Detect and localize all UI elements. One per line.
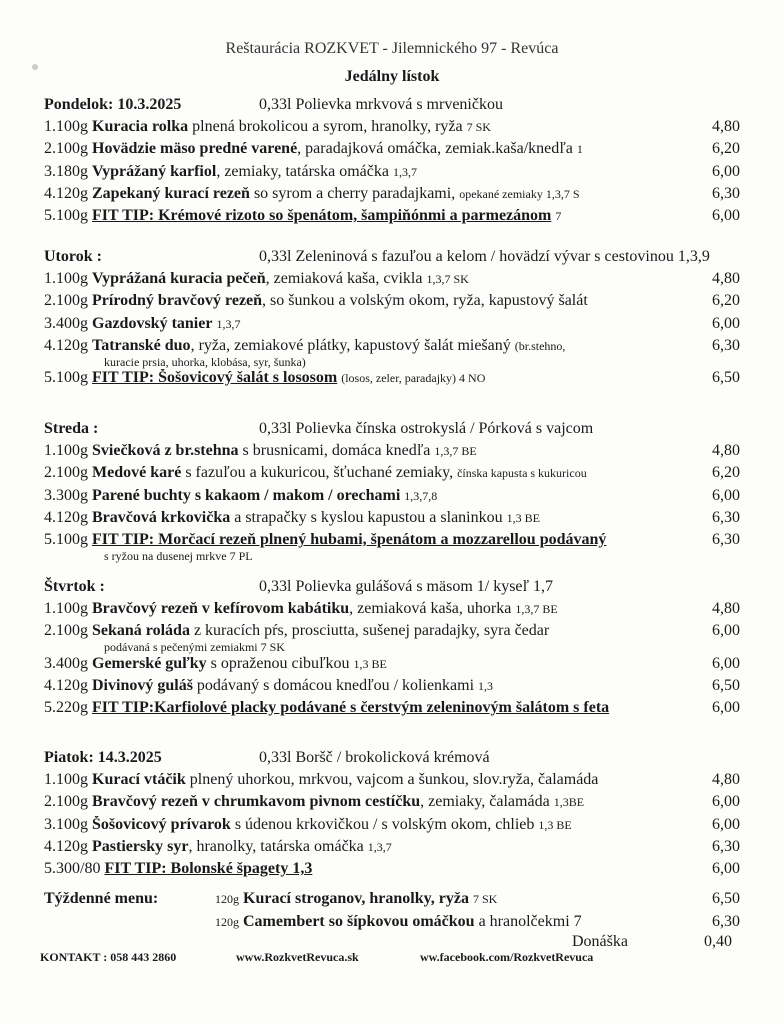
item-number: 4. — [44, 508, 56, 526]
menu-item-text — [44, 816, 700, 834]
allergens: 1,3,7 — [392, 164, 417, 179]
item-weight: 100g — [56, 369, 88, 387]
item-weight: 100g — [56, 442, 88, 459]
allergens: 1,3,7 — [367, 839, 392, 854]
dish-description: s fazuľou a kukuricou, šťuchané zemiaky, — [181, 464, 458, 482]
weekly-item-weight: 120g — [215, 892, 239, 906]
menu-item-text — [44, 185, 700, 203]
dish-description: , paradajková omáčka, zemiak.kaša/knedľa — [297, 140, 577, 158]
menu-item — [44, 118, 740, 140]
item-number: 2. — [44, 622, 56, 640]
menu-item — [44, 163, 740, 185]
item-number: 1. — [44, 270, 56, 287]
item-price: 6,00 — [712, 699, 740, 717]
item-price: 6,00 — [712, 314, 740, 332]
item-weight: 180g — [56, 162, 88, 180]
menu-item-subtext: podávaná s pečenými zemiakmi 7 SK — [104, 640, 285, 655]
menu-item — [44, 600, 740, 622]
menu-item-text — [44, 487, 700, 505]
menu-item-text — [44, 531, 700, 549]
day-name: Piatok: 14.3.2025 — [44, 749, 162, 766]
item-weight: 300g — [56, 486, 88, 504]
dish-name: Bravčový rezeň v chrumkavom pivnom cestíčku — [92, 793, 421, 811]
menu-item-text — [44, 509, 700, 527]
allergens: čínska kapusta s kukuricou — [457, 466, 587, 481]
dish-name: Kurací vtáčik — [92, 771, 186, 788]
menu-item-text — [44, 315, 700, 333]
day-header — [44, 96, 754, 114]
menu-item — [44, 771, 740, 793]
item-price: 6,00 — [712, 815, 740, 833]
dish-description: , zemiaková kaša, uhorka — [349, 600, 516, 617]
item-weight: 100g — [56, 771, 88, 788]
menu-item-text — [44, 207, 700, 225]
allergens: 1,3 — [478, 678, 494, 693]
website-link[interactable]: www.RozkvetRevuca.sk — [236, 950, 359, 964]
weekly-item-name: Camembert so šípkovou omáčkou — [243, 913, 475, 930]
menu-item-text — [44, 677, 700, 695]
item-number: 1. — [44, 771, 56, 788]
dish-description: , zemiaky, čalamáda — [420, 793, 554, 811]
item-price: 4,80 — [712, 270, 740, 287]
day-name: Štvrtok : — [44, 578, 105, 595]
dish-name: Bravčový rezeň v kefírovom kabátiku — [92, 600, 350, 617]
menu-item — [44, 655, 740, 677]
delivery-label: Donáška — [572, 933, 628, 950]
menu-item-text — [44, 793, 700, 811]
allergens: 1,3,7,8 — [404, 488, 438, 503]
item-price: 6,00 — [712, 793, 740, 811]
allergens: 1,3,7 BE — [434, 444, 477, 458]
menu-item-subtext: kuracie prsia, uhorka, klobása, syr, šunka) — [104, 354, 306, 369]
item-number: 2. — [44, 140, 56, 158]
weekly-item-name: Kurací stroganov, hranolky, ryža — [243, 890, 469, 907]
item-price: 4,80 — [712, 118, 740, 135]
item-number: 2. — [44, 464, 56, 482]
weekly-menu-label: Týždenné menu: — [44, 890, 159, 907]
menu-item-text — [44, 270, 700, 288]
allergens: 7 — [555, 209, 562, 224]
weekly-item-price: 6,50 — [712, 890, 740, 907]
item-weight: 100g — [56, 464, 88, 482]
menu-item — [44, 860, 740, 882]
dish-name: Bravčová krkovička — [92, 508, 231, 526]
day-header — [44, 749, 754, 767]
dish-description: a strapačky s kyslou kapustou a slaninkou — [230, 508, 507, 526]
dish-name: Zapekaný kurací rezeň — [92, 184, 250, 202]
menu-item-text — [44, 699, 700, 717]
menu-item-text — [44, 655, 700, 673]
item-weight: 120g — [56, 184, 88, 202]
day-soup: 0,33l Zeleninová s fazuľou a kelom / hovädzí vývar s cestovinou 1,3,9 — [259, 248, 710, 265]
item-price: 6,50 — [712, 369, 740, 387]
dish-name: Prírodný bravčový rezeň — [92, 292, 263, 310]
dish-description: , zemiaky, tatárska omáčka — [216, 162, 393, 180]
menu-item-text — [44, 622, 700, 640]
item-weight: 100g — [56, 793, 88, 811]
item-weight: 100g — [56, 531, 88, 549]
item-price: 6,30 — [712, 837, 740, 855]
dish-name: Pastiersky syr — [92, 837, 189, 855]
item-price: 4,80 — [712, 771, 740, 788]
dish-description: , so šunkou a volským okom, ryža, kapustový šalát — [262, 292, 588, 310]
item-weight: 120g — [56, 336, 88, 354]
item-number: 5. — [44, 369, 56, 387]
dish-description: podávaný s domácou knedľou / kolienkami — [192, 676, 479, 694]
item-price: 6,30 — [712, 531, 740, 549]
menu-item — [44, 315, 740, 337]
dish-description: , ryža, zemiakové plátky, kapustový šalát miešaný — [190, 336, 515, 354]
menu-item — [44, 369, 740, 391]
dish-name: Vyprážaná kuracia pečeň — [92, 270, 266, 287]
menu-item — [44, 793, 740, 815]
item-number: 5. — [44, 531, 56, 549]
item-weight: 400g — [56, 314, 88, 332]
restaurant-header: Reštaurácia ROZKVET - Jilemnického 97 - Revúca — [225, 40, 559, 57]
day-soup: 0,33l Polievka čínska ostrokyslá / Pórková s vajcom — [259, 420, 594, 437]
menu-item-text — [44, 369, 700, 387]
allergens: opekané zemiaky 1,3,7 S — [459, 186, 580, 201]
item-weight: 120g — [56, 837, 88, 855]
day-soup: 0,33l Polievka mrkvová s mrveničkou — [259, 96, 503, 113]
item-price: 6,30 — [712, 336, 740, 354]
menu-item-text — [44, 838, 700, 856]
menu-item — [44, 677, 740, 699]
menu-item — [44, 185, 740, 207]
item-price: 6,30 — [712, 508, 740, 526]
dish-description: s opraženou cibuľkou — [206, 654, 354, 672]
dish-description: so syrom a cherry paradajkami, — [249, 184, 460, 202]
day-name: Utorok : — [44, 248, 102, 265]
menu-item-text — [44, 442, 700, 460]
menu-item-subtext: s ryžou na dusenej mrkve 7 PL — [104, 549, 253, 564]
allergens: 7 SK — [466, 120, 491, 134]
menu-item-text — [44, 163, 700, 181]
menu-item-text — [44, 337, 700, 355]
delivery-price: 0,40 — [704, 933, 732, 950]
weekly-item-desc: a hranolčekmi 7 — [474, 913, 582, 930]
menu-item — [44, 292, 740, 314]
item-weight: 100g — [56, 270, 88, 287]
dish-name: Vyprážaný karfiol — [92, 162, 217, 180]
menu-item-text — [44, 118, 700, 136]
item-price: 6,20 — [712, 292, 740, 310]
allergens: 1,3 BE — [353, 656, 387, 671]
menu-item — [44, 509, 740, 531]
item-price: 6,00 — [712, 654, 740, 672]
item-weight: 100g — [56, 622, 88, 640]
item-number: 4. — [44, 336, 56, 354]
dish-description: s údenou krkovičkou / s volským okom, chlieb — [230, 815, 539, 833]
fit-tip-dish: FIT TIP: Morčací rezeň plnený hubami, špenátom a mozzarellou podávaný — [92, 531, 607, 549]
allergens: 1,3BE — [553, 795, 585, 810]
day-header — [44, 248, 754, 266]
facebook-link[interactable]: ww.facebook.com/RozkvetRevuca — [420, 950, 594, 964]
item-price: 6,20 — [712, 140, 740, 158]
dish-description: , zemiaková kaša, cvikla — [265, 270, 427, 287]
day-header — [44, 578, 754, 596]
item-weight: 100g — [56, 292, 88, 310]
dish-name: Šošovicový prívarok — [92, 815, 231, 833]
item-weight: 120g — [56, 508, 88, 526]
item-weight: 100g — [56, 118, 88, 135]
item-number: 4. — [44, 676, 56, 694]
menu-item-text — [44, 771, 700, 789]
fit-tip-dish: FIT TIP: Bolonské špagety 1,3 — [104, 860, 313, 878]
item-weight: 220g — [56, 699, 88, 717]
day-name: Pondelok: 10.3.2025 — [44, 96, 182, 113]
weekly-item-allergens: 7 SK — [472, 892, 498, 906]
dish-description: plnená brokolicou a syrom, hranolky, ryža — [188, 118, 467, 135]
dish-description: s brusnicami, domáca knedľa — [238, 442, 435, 459]
item-number: 3. — [44, 654, 56, 672]
dish-name: Gemerské guľky — [92, 654, 207, 672]
item-price: 6,00 — [712, 860, 740, 878]
fit-tip-dish: FIT TIP: Krémové rizoto so špenátom, šampiňónmi a parmezánom — [92, 207, 552, 225]
item-number: 1. — [44, 442, 56, 459]
item-number: 4. — [44, 184, 56, 202]
allergens: 1,3,7 — [216, 316, 241, 331]
item-number: 5. — [44, 207, 56, 225]
dish-name: Parené buchty s kakaom / makom / orechami — [92, 486, 401, 504]
item-number: 3. — [44, 314, 56, 332]
menu-item-text — [44, 600, 700, 618]
dish-name: Gazdovský tanier — [92, 314, 213, 332]
item-price: 4,80 — [712, 442, 740, 459]
item-number: 5. — [44, 860, 56, 878]
menu-item-text — [44, 292, 700, 310]
menu-item-text — [44, 140, 700, 158]
dish-description: plnený uhorkou, mrkvou, vajcom a šunkou, slov.ryža, čalamáda — [185, 771, 599, 788]
menu-item-text — [44, 860, 700, 878]
menu-item — [44, 140, 740, 162]
item-number: 3. — [44, 162, 56, 180]
dish-description: z kuracích pŕs, prosciutta, sušenej paradajky, syra čedar — [189, 622, 550, 640]
allergens: (losos, zeler, paradajky) 4 NO — [341, 371, 486, 386]
item-number: 1. — [44, 600, 56, 617]
menu-item — [44, 816, 740, 838]
item-weight: 100g — [56, 207, 88, 225]
item-price: 6,00 — [712, 486, 740, 504]
item-weight: 100g — [56, 815, 88, 833]
item-price: 6,00 — [712, 622, 740, 640]
item-price: 6,00 — [712, 207, 740, 225]
dish-name: Sekaná roláda — [92, 622, 190, 640]
day-soup: 0,33l Polievka gulášová s mäsom 1/ kyseľ 1,7 — [259, 578, 554, 595]
item-price: 6,00 — [712, 162, 740, 180]
dish-name: Divinový guláš — [92, 676, 193, 694]
menu-item — [44, 270, 740, 292]
item-price: 6,50 — [712, 676, 740, 694]
dish-name: Hovädzie mäso predné varené — [92, 140, 298, 158]
item-number: 4. — [44, 837, 56, 855]
item-number: 3. — [44, 486, 56, 504]
contact-phone: KONTAKT : 058 443 2860 — [40, 950, 177, 964]
weekly-item-1 — [215, 890, 740, 908]
allergens: 1,3 BE — [538, 817, 572, 832]
menu-item-text — [44, 464, 700, 482]
menu-item — [44, 838, 740, 860]
weekly-item-price: 6,30 — [712, 913, 740, 930]
menu-item — [44, 487, 740, 509]
dish-name: Medové karé — [92, 464, 182, 482]
item-price: 4,80 — [712, 600, 740, 617]
item-number: 1. — [44, 118, 56, 135]
menu-item — [44, 464, 740, 486]
item-price: 6,30 — [712, 184, 740, 202]
dish-name: Tatranské duo — [92, 336, 191, 354]
menu-item — [44, 699, 740, 721]
dish-name: Sviečková z br.stehna — [92, 442, 239, 459]
item-price: 6,20 — [712, 464, 740, 482]
day-name: Streda : — [44, 420, 99, 437]
fit-tip-dish: FIT TIP:Karfiolové placky podávané s čerstvým zeleninovým šalátom s feta — [92, 699, 610, 717]
item-number: 2. — [44, 292, 56, 310]
dish-description: , hranolky, tatárska omáčka — [188, 837, 368, 855]
allergens: 1,3 BE — [506, 510, 540, 525]
item-number: 5. — [44, 699, 56, 717]
allergens: 1,3,7 BE — [515, 602, 558, 616]
item-number: 2. — [44, 793, 56, 811]
fit-tip-dish: FIT TIP: Šošovicový šalát s lososom — [92, 369, 338, 387]
weekly-item-2 — [215, 913, 740, 931]
menu-item — [44, 442, 740, 464]
day-soup: 0,33l Boršč / brokolicková krémová — [259, 749, 490, 766]
item-weight: 300/80 — [56, 860, 101, 878]
item-weight: 400g — [56, 654, 88, 672]
item-weight: 100g — [56, 600, 88, 617]
day-header — [44, 420, 754, 438]
menu-item — [44, 207, 740, 229]
item-weight: 120g — [56, 676, 88, 694]
item-weight: 100g — [56, 140, 88, 158]
allergens: 1 — [576, 142, 583, 157]
dish-name: Kuracia rolka — [92, 118, 189, 135]
page-title: Jedálny lístok — [344, 68, 440, 85]
allergens: (br.stehno, — [514, 338, 566, 353]
weekly-item-weight: 120g — [215, 915, 239, 929]
item-number: 3. — [44, 815, 56, 833]
allergens: 1,3,7 SK — [426, 272, 469, 286]
